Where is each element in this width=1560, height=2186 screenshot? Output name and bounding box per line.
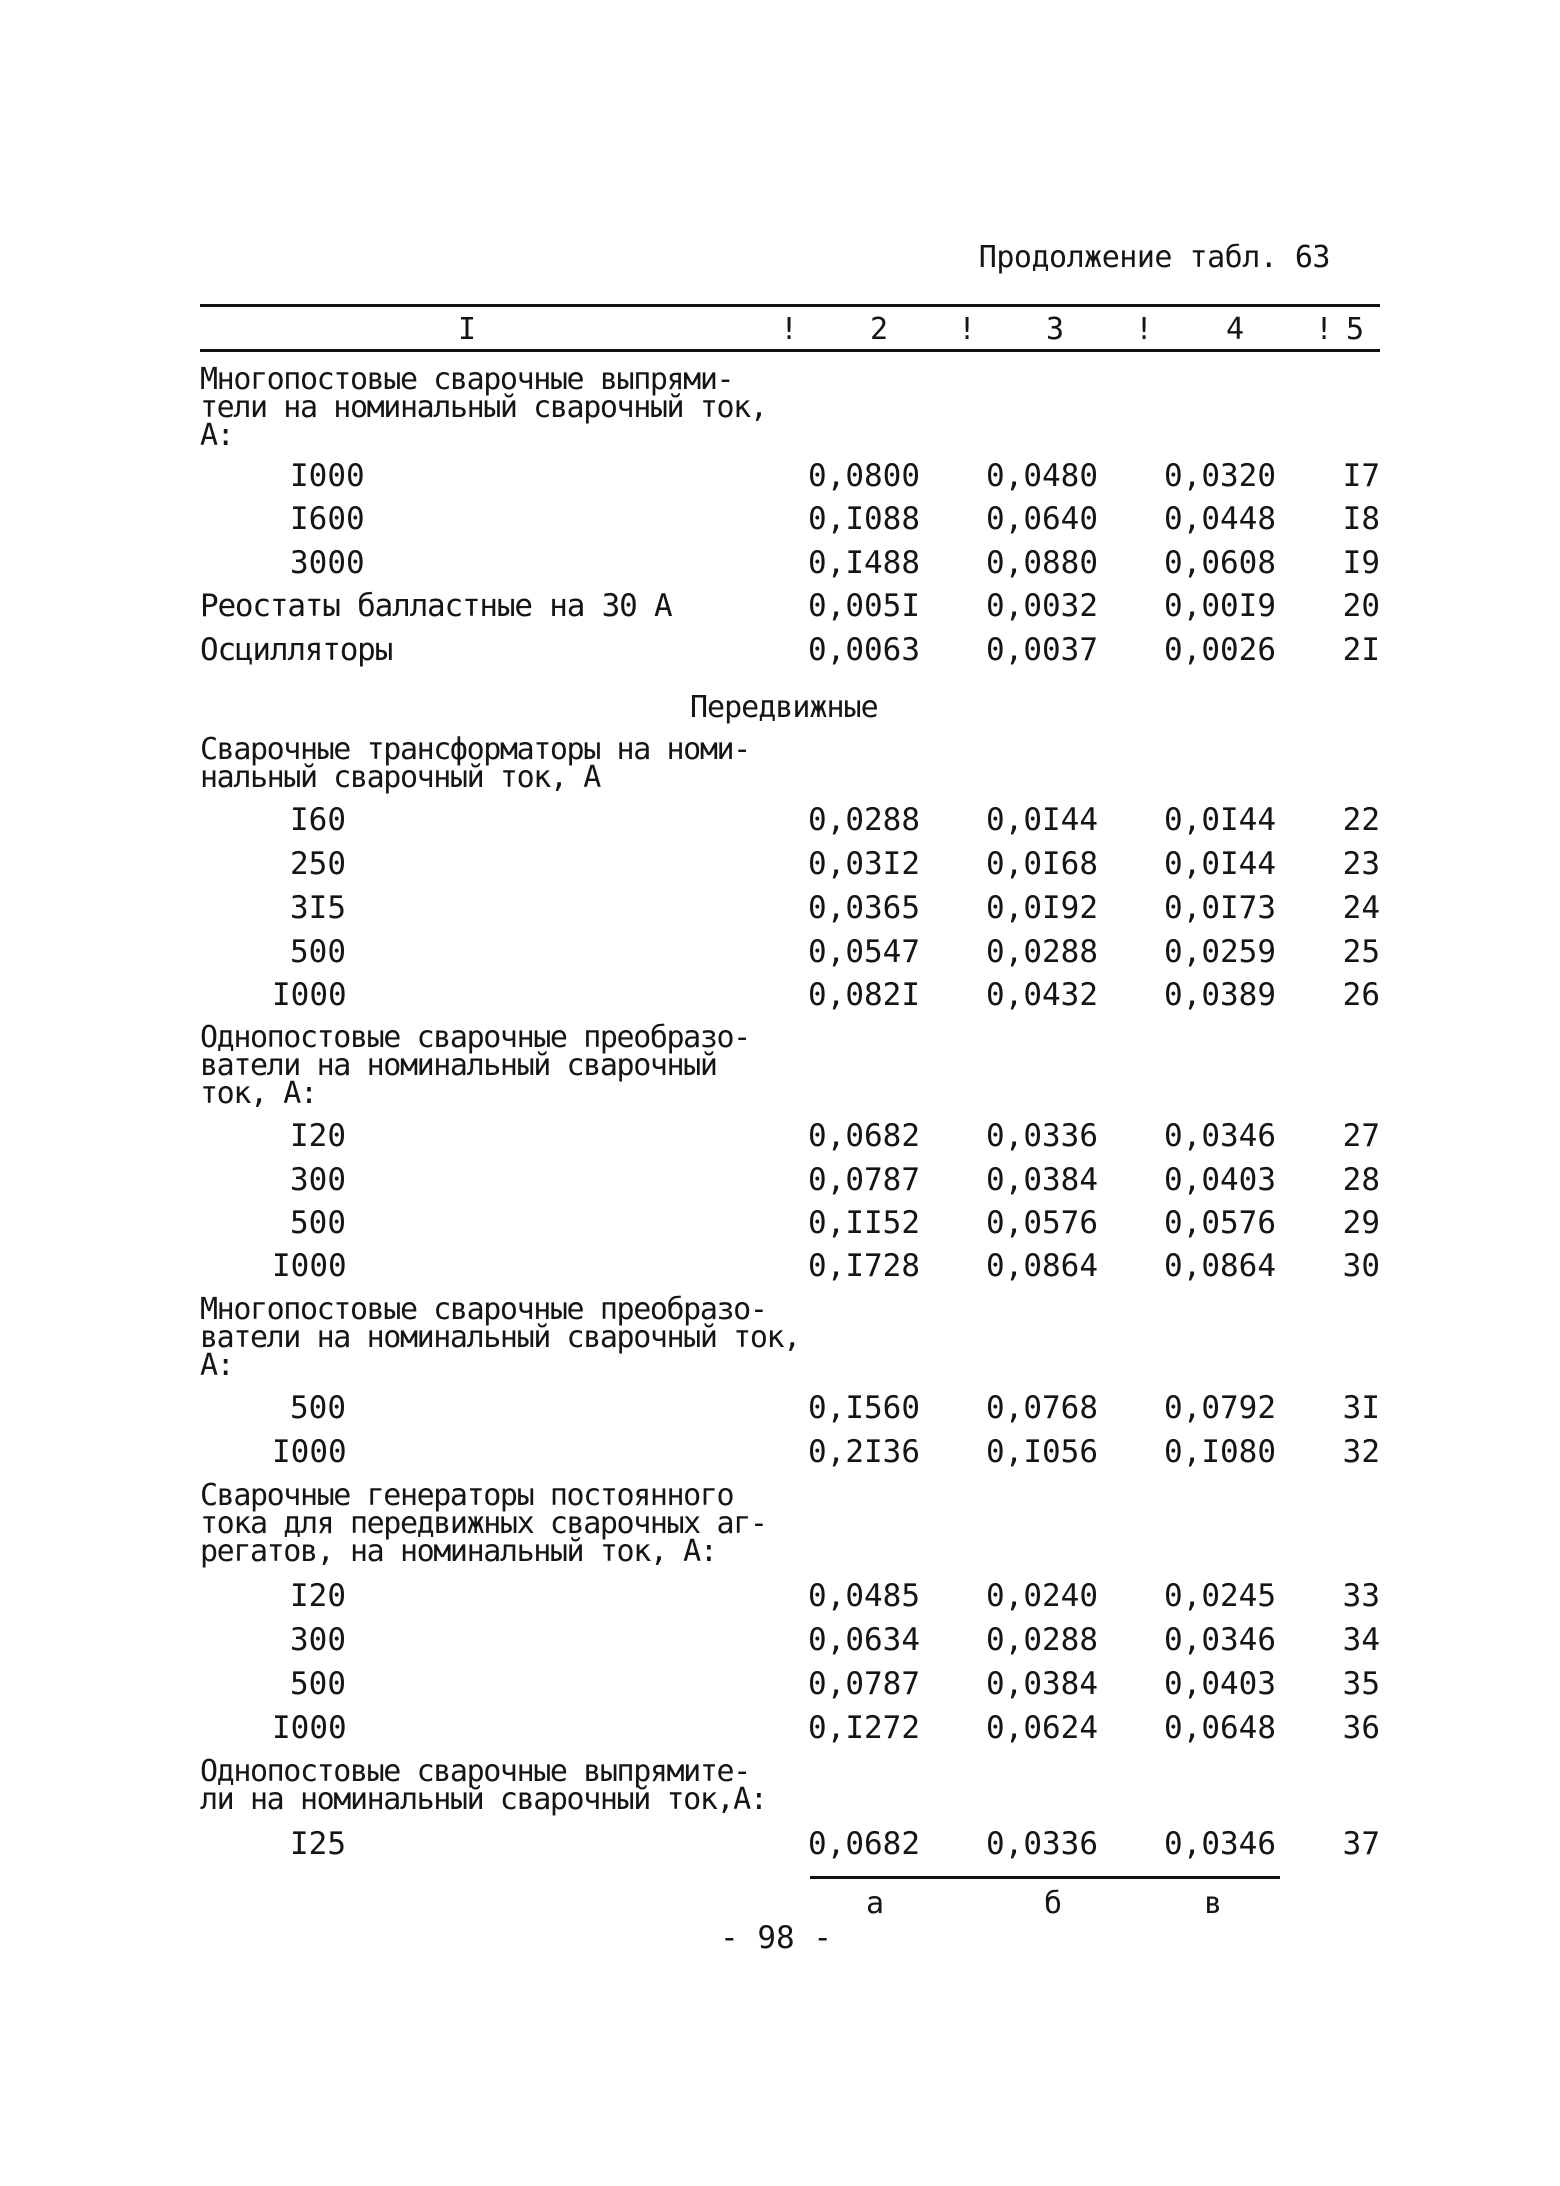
- row-label: Реостаты балластные на 30 А: [200, 588, 672, 624]
- value-a: 0,I088: [808, 501, 920, 537]
- table-row: [0, 1666, 1560, 1710]
- row-label: 300: [290, 1162, 346, 1198]
- table-row: [0, 1118, 1560, 1162]
- value-b: 0,0480: [986, 458, 1098, 494]
- row-label: 3000: [290, 545, 365, 581]
- value-c: 0,0448: [1164, 501, 1276, 537]
- table-row: [0, 977, 1560, 1021]
- row-number: 23: [1342, 846, 1380, 882]
- table-header-rule: [200, 349, 1380, 352]
- value-c: 0,0346: [1164, 1622, 1276, 1658]
- row-label: I000: [290, 458, 365, 494]
- value-c: 0,0792: [1164, 1390, 1276, 1426]
- row-label: 500: [290, 1666, 346, 1702]
- value-b: 0,0576: [986, 1205, 1098, 1241]
- value-a: 0,0288: [808, 802, 920, 838]
- table-row: [0, 1710, 1560, 1754]
- value-a: 0,0800: [808, 458, 920, 494]
- row-label: I60: [290, 802, 346, 838]
- row-label: I000: [272, 1710, 347, 1746]
- value-b: 0,0288: [986, 934, 1098, 970]
- column-header-3: 3: [1046, 312, 1065, 347]
- value-c: 0,0346: [1164, 1118, 1276, 1154]
- value-c: 0,0026: [1164, 632, 1276, 668]
- column-separator: !: [958, 312, 977, 347]
- value-c: 0,0608: [1164, 545, 1276, 581]
- footer-letter-a: а: [866, 1886, 885, 1921]
- table-row: [0, 846, 1560, 890]
- value-a: 0,0063: [808, 632, 920, 668]
- group-heading: Сварочные генераторы постоянного тока для передвижных сварочных аг- регатов, на номинальный ток, А:: [200, 1478, 767, 1569]
- row-number: 30: [1342, 1248, 1380, 1284]
- value-b: 0,0624: [986, 1710, 1098, 1746]
- table-row: [0, 1826, 1560, 1870]
- row-number: 28: [1342, 1162, 1380, 1198]
- row-number: I8: [1342, 501, 1380, 537]
- value-b: 0,I056: [986, 1434, 1098, 1470]
- value-a: 0,0682: [808, 1118, 920, 1154]
- row-number: 20: [1342, 588, 1380, 624]
- value-c: 0,0320: [1164, 458, 1276, 494]
- table-continuation-caption: Продолжение табл. 63: [978, 240, 1330, 275]
- row-label: 3I5: [290, 890, 346, 926]
- value-b: 0,0037: [986, 632, 1098, 668]
- value-b: 0,0336: [986, 1118, 1098, 1154]
- value-c: 0,0403: [1164, 1666, 1276, 1702]
- value-c: 0,0I44: [1164, 846, 1276, 882]
- value-a: 0,0787: [808, 1666, 920, 1702]
- table-row: [0, 632, 1560, 676]
- row-number: 34: [1342, 1622, 1380, 1658]
- row-number: 33: [1342, 1578, 1380, 1614]
- row-label: 250: [290, 846, 346, 882]
- row-label: 500: [290, 934, 346, 970]
- table-row: [0, 802, 1560, 846]
- value-a: 0,I488: [808, 545, 920, 581]
- row-label: 500: [290, 1390, 346, 1426]
- row-number: 26: [1342, 977, 1380, 1013]
- row-number: 27: [1342, 1118, 1380, 1154]
- group-heading: Однопостовые сварочные выпрямите- ли на номинальный сварочный ток,А:: [200, 1754, 767, 1817]
- group-heading: Многопостовые сварочные выпрями- тели на номинальный сварочный ток, А:: [200, 362, 767, 453]
- row-number: 37: [1342, 1826, 1380, 1862]
- value-c: 0,0648: [1164, 1710, 1276, 1746]
- row-label: I000: [272, 1434, 347, 1470]
- row-label: I25: [290, 1826, 346, 1862]
- table-bottom-rule: [810, 1876, 1280, 1879]
- table-row: [0, 588, 1560, 632]
- table-row: [0, 1622, 1560, 1666]
- table-row: [0, 1434, 1560, 1478]
- value-b: 0,0864: [986, 1248, 1098, 1284]
- table-row: [0, 545, 1560, 589]
- value-b: 0,0384: [986, 1666, 1098, 1702]
- table-row: [0, 1162, 1560, 1206]
- value-b: 0,0I44: [986, 802, 1098, 838]
- column-separator: !: [1315, 312, 1334, 347]
- value-c: 0,0576: [1164, 1205, 1276, 1241]
- column-header-2: 2: [870, 312, 889, 347]
- value-c: 0,0864: [1164, 1248, 1276, 1284]
- value-a: 0,082I: [808, 977, 920, 1013]
- value-a: 0,03I2: [808, 846, 920, 882]
- row-label: 300: [290, 1622, 346, 1658]
- value-a: 0,0547: [808, 934, 920, 970]
- value-b: 0,0384: [986, 1162, 1098, 1198]
- value-b: 0,0336: [986, 1826, 1098, 1862]
- value-c: 0,0259: [1164, 934, 1276, 970]
- row-label: I20: [290, 1578, 346, 1614]
- row-label: I600: [290, 501, 365, 537]
- value-a: 0,0365: [808, 890, 920, 926]
- value-b: 0,0240: [986, 1578, 1098, 1614]
- row-number: 35: [1342, 1666, 1380, 1702]
- table-row: [0, 1248, 1560, 1292]
- row-label: I20: [290, 1118, 346, 1154]
- value-a: 0,0485: [808, 1578, 920, 1614]
- row-number: 22: [1342, 802, 1380, 838]
- row-number: 29: [1342, 1205, 1380, 1241]
- row-number: 3I: [1342, 1390, 1380, 1426]
- column-header-5: 5: [1346, 312, 1365, 347]
- table-row: [0, 501, 1560, 545]
- value-b: 0,0032: [986, 588, 1098, 624]
- value-b: 0,0I68: [986, 846, 1098, 882]
- row-label: I000: [272, 1248, 347, 1284]
- value-a: 0,II52: [808, 1205, 920, 1241]
- value-a: 0,I728: [808, 1248, 920, 1284]
- value-c: 0,0403: [1164, 1162, 1276, 1198]
- row-number: 32: [1342, 1434, 1380, 1470]
- group-heading: Многопостовые сварочные преобразо- ватели на номинальный сварочный ток, А:: [200, 1292, 800, 1383]
- page-number: - 98 -: [720, 1920, 832, 1956]
- value-b: 0,0432: [986, 977, 1098, 1013]
- table-row: [0, 1578, 1560, 1622]
- table-column-header: [200, 312, 1380, 348]
- row-label: 500: [290, 1205, 346, 1241]
- table-row: [0, 934, 1560, 978]
- value-a: 0,2I36: [808, 1434, 920, 1470]
- column-header-1: I: [458, 312, 477, 347]
- row-label: I000: [272, 977, 347, 1013]
- group-heading: Сварочные трансформаторы на номи- нальный сварочный ток, А: [200, 732, 750, 795]
- value-b: 0,0768: [986, 1390, 1098, 1426]
- table-top-rule: [200, 304, 1380, 307]
- value-c: 0,0I73: [1164, 890, 1276, 926]
- footer-letter-b: б: [1044, 1886, 1063, 1921]
- group-heading: Однопостовые сварочные преобразо- ватели на номинальный сварочный ток, А:: [200, 1020, 750, 1111]
- footer-letter-c: в: [1204, 1886, 1223, 1921]
- value-c: 0,0245: [1164, 1578, 1276, 1614]
- value-b: 0,0880: [986, 545, 1098, 581]
- value-c: 0,I080: [1164, 1434, 1276, 1470]
- row-label: Осциллятоpы: [200, 632, 393, 668]
- value-a: 0,I560: [808, 1390, 920, 1426]
- row-number: I7: [1342, 458, 1380, 494]
- column-separator: !: [1135, 312, 1154, 347]
- value-a: 0,I272: [808, 1710, 920, 1746]
- row-number: 24: [1342, 890, 1380, 926]
- table-row: [0, 890, 1560, 934]
- row-number: I9: [1342, 545, 1380, 581]
- table-row: [0, 458, 1560, 502]
- table-row: [0, 1205, 1560, 1249]
- value-a: 0,0787: [808, 1162, 920, 1198]
- value-b: 0,0288: [986, 1622, 1098, 1658]
- value-c: 0,0I44: [1164, 802, 1276, 838]
- value-b: 0,0I92: [986, 890, 1098, 926]
- row-number: 25: [1342, 934, 1380, 970]
- table-row: [0, 1390, 1560, 1434]
- section-heading: Передвижные: [690, 690, 878, 725]
- column-header-4: 4: [1226, 312, 1245, 347]
- row-number: 36: [1342, 1710, 1380, 1746]
- value-a: 0,005I: [808, 588, 920, 624]
- value-a: 0,0634: [808, 1622, 920, 1658]
- value-c: 0,0389: [1164, 977, 1276, 1013]
- value-c: 0,0346: [1164, 1826, 1276, 1862]
- row-number: 2I: [1342, 632, 1380, 668]
- value-c: 0,00I9: [1164, 588, 1276, 624]
- value-b: 0,0640: [986, 501, 1098, 537]
- value-a: 0,0682: [808, 1826, 920, 1862]
- column-separator: !: [780, 312, 799, 347]
